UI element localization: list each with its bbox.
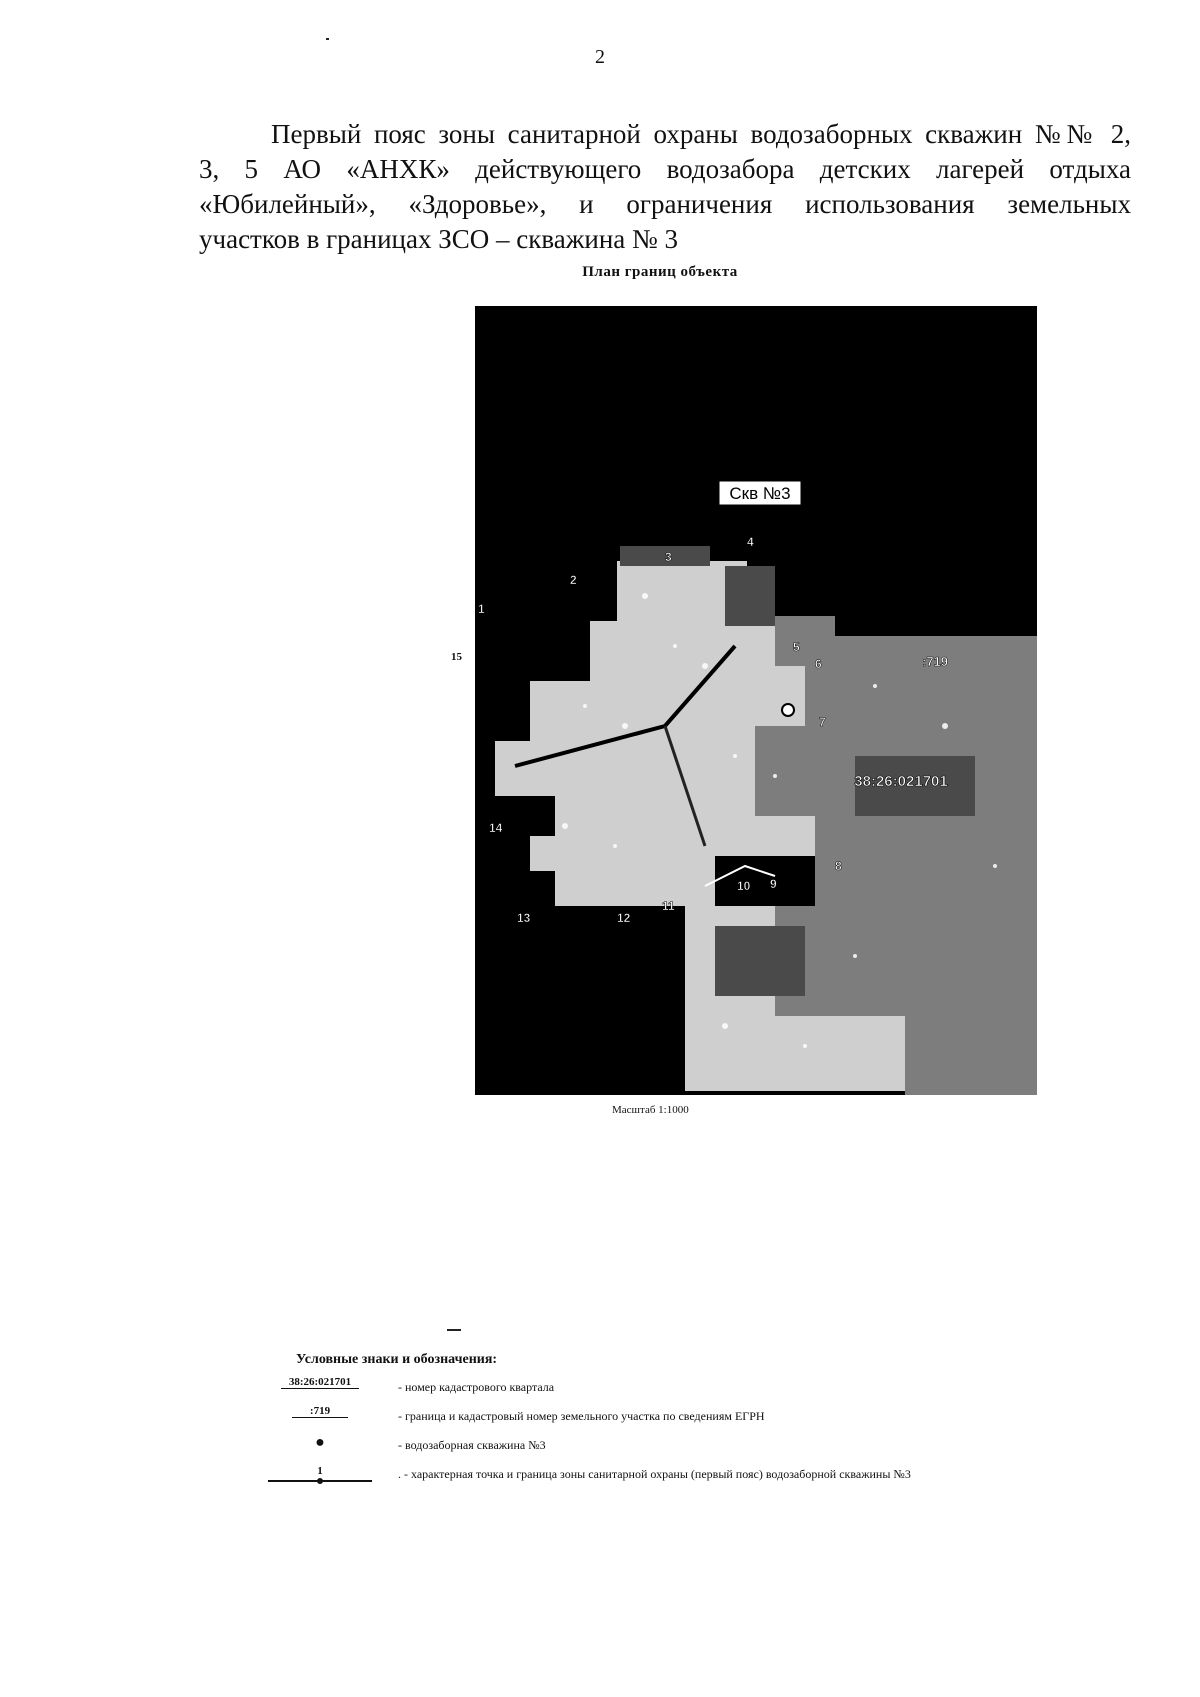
stray-dash: [447, 1329, 461, 1331]
legend-item-boundary-point: [268, 1463, 1068, 1487]
point-label: 4: [747, 535, 754, 549]
map-scale: Масштаб 1:1000: [612, 1104, 689, 1116]
point-label: 5: [793, 640, 800, 654]
legend-symbol: :719: [268, 1405, 372, 1429]
boundary-point-icon: [268, 1463, 372, 1487]
svg-text:38:26:021701: 38:26:021701: [854, 773, 948, 790]
heading-line: «Юбилейный», «Здоровье», и ограничения использования земельных: [199, 189, 1131, 219]
page-number: 2: [595, 46, 605, 68]
legend-text: . - характерная точка и граница зоны санитарной охраны (первый пояс) водозаборной скважины №3: [398, 1467, 911, 1481]
legend-text: - номер кадастрового квартала: [398, 1380, 555, 1394]
point-label-side: 15: [451, 651, 462, 663]
legend-text: - водозаборная скважина №3: [398, 1438, 546, 1452]
point-label: 13: [517, 911, 531, 925]
legend-item-cadastral-block: [268, 1376, 1068, 1400]
svg-text:1: 1: [317, 1465, 323, 1477]
legend-item-parcel-boundary: [268, 1405, 1068, 1429]
point-label: 10: [737, 879, 751, 893]
well-marker: [782, 704, 794, 716]
heading-line: Первый пояс зоны санитарной охраны водозаборных скважин №№ 2,: [271, 119, 1131, 149]
point-label: 6: [815, 657, 822, 671]
legend-item-well: [268, 1434, 1068, 1458]
point-label: 2: [570, 573, 577, 587]
cadastral-block-label: [854, 773, 947, 790]
document-heading: [199, 117, 1131, 257]
heading-line: участков в границах ЗСО – скважина № 3: [199, 224, 679, 254]
plan-title: План границ объекта: [582, 264, 738, 280]
well-dot-icon: ●: [315, 1434, 325, 1451]
parcel-label: :719: [921, 654, 949, 669]
well-label: [719, 481, 801, 505]
legend-text: - граница и кадастровый номер земельного участка по сведениям ЕГРН: [398, 1409, 765, 1423]
legend-title: Условные знаки и обозначения:: [296, 1352, 498, 1367]
heading-line: 3, 5 АО «АНХК» действующего водозабора детских лагерей отдыха: [199, 154, 1131, 184]
legend-symbol: 38:26:021701: [268, 1376, 372, 1400]
point-label: 12: [617, 911, 631, 925]
point-label: 8: [835, 859, 842, 873]
point-label: 14: [489, 821, 503, 835]
point-label: 7: [819, 715, 826, 729]
svg-text:Скв №3: Скв №3: [729, 484, 791, 503]
point-label: 11: [662, 899, 675, 913]
point-label: 3: [665, 550, 672, 564]
point-label: 9: [770, 877, 777, 891]
stray-mark: [326, 38, 329, 40]
point-label: 1: [478, 602, 485, 616]
site-plan-imagery: [475, 306, 1037, 1095]
site-plan-map: [475, 306, 1037, 1095]
